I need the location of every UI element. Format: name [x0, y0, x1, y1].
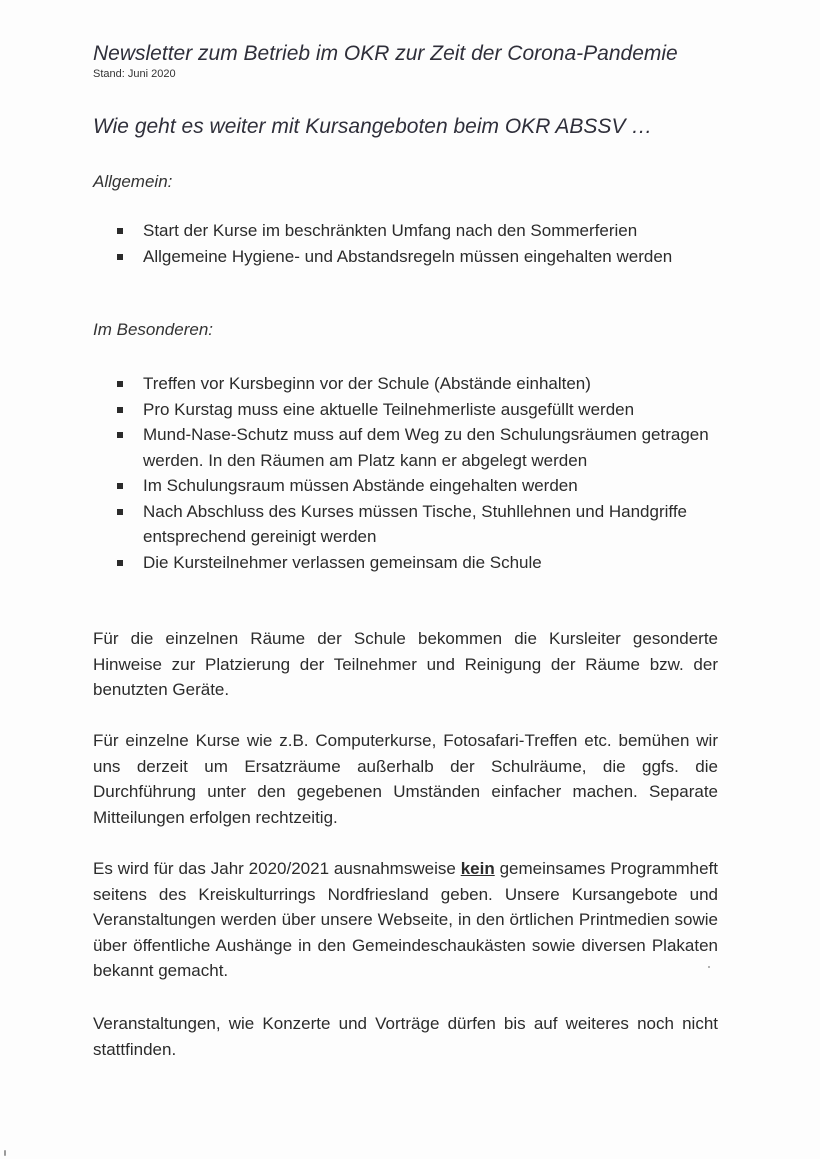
list-item: [116, 550, 726, 576]
list-item: [116, 499, 726, 550]
list-item-text: Die Kursteilnehmer verlassen gemeinsam die Schule: [143, 552, 542, 572]
bullet-icon: [117, 228, 123, 234]
list-item-text: Pro Kurstag muss eine aktuelle Teilnehmerliste ausgefüllt werden: [143, 399, 635, 419]
scan-speck: [708, 966, 710, 968]
paragraph-ersatzraeume: Für einzelne Kurse wie z.B. Computerkurse, Fotosafari-Treffen etc. bemühen wir uns derzeit um Ersatzräume außerhalb der Schulräume, die ggfs. die Durchführung unter den gegebenen Umständen einfacher machen. Separate Mitteilungen erfolgen rechtzeitig.: [93, 731, 718, 827]
list-item-text: Mund-Nase-Schutz muss auf dem Weg zu den Schulungsräumen getragen werden. In den Räumen am Platz kann er abgelegt werden: [143, 425, 709, 470]
list-item: [116, 422, 726, 473]
paragraph-text: Es wird für das Jahr 2020/2021 ausnahmsweise: [93, 859, 461, 878]
bullet-icon: [117, 509, 123, 515]
bullet-icon: [117, 254, 123, 260]
besonderen-list: [116, 371, 726, 575]
list-item: [116, 244, 726, 270]
bullet-icon: [117, 381, 123, 387]
list-item-text: Allgemeine Hygiene- und Abstandsregeln müssen eingehalten werden: [143, 246, 673, 266]
emphasis-kein: kein: [460, 859, 495, 878]
allgemein-label: Allgemein:: [93, 172, 173, 191]
list-item-text: Im Schulungsraum müssen Abstände eingehalten werden: [143, 476, 578, 495]
paragraph-kursleiter: Für die einzelnen Räume der Schule bekommen die Kursleiter gesonderte Hinweise zur Platzierung der Teilnehmer und Reinigung der Räume bzw. der benutzten Geräte.: [93, 629, 718, 699]
bullet-icon: [117, 432, 123, 438]
list-item: [116, 371, 726, 397]
list-item-text: Nach Abschluss des Kurses müssen Tische, Stuhllehnen und Handgriffe entsprechend gereinigt werden: [143, 501, 687, 546]
stand-date: Stand: Juni 2020: [93, 68, 176, 80]
allgemein-list: [116, 218, 726, 269]
list-item: [116, 218, 726, 244]
list-item-text: Treffen vor Kursbeginn vor der Schule (Abstände einhalten): [143, 374, 591, 393]
bullet-icon: [117, 560, 123, 566]
newsletter-title: Newsletter zum Betrieb im OKR zur Zeit der Corona-Pandemie: [93, 42, 678, 65]
bullet-icon: [117, 483, 123, 489]
scan-speck: [4, 1150, 6, 1156]
bullet-icon: [117, 407, 123, 413]
section-heading: Wie geht es weiter mit Kursangeboten beim OKR ABSSV …: [93, 115, 653, 138]
list-item-text: Start der Kurse im beschränkten Umfang nach den Sommerferien: [143, 221, 638, 240]
paragraph-programmheft: [93, 856, 718, 984]
paragraph-text: gemeinsames Programmheft seitens des Kreiskulturrings Nordfriesland geben. Unsere Kursangebote und Veranstaltungen werden über unsere Webseite, in den örtlichen Printmedien sowie über öffentliche Aushänge in den Gemeindeschaukästen sowie diversen Plakaten bekannt gemacht.: [93, 859, 718, 980]
besonderen-label: Im Besonderen:: [93, 320, 214, 339]
list-item: [116, 397, 726, 423]
list-item: [116, 473, 726, 499]
paragraph-veranstaltungen: Veranstaltungen, wie Konzerte und Vorträge dürfen bis auf weiteres noch nicht stattfinden.: [93, 1014, 718, 1059]
